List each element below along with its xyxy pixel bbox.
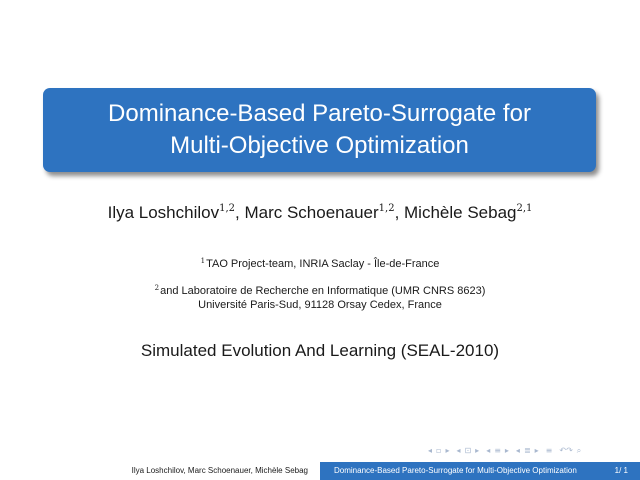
prev-frame-icon[interactable]: ▫ — [436, 446, 442, 455]
author-name: Michèle Sebag — [404, 203, 517, 222]
author-separator: , — [235, 203, 245, 222]
footer-page-number: 1/ 1 — [614, 466, 628, 475]
search-icon[interactable]: ⌕ — [576, 446, 582, 455]
author-name: Ilya Loshchilov — [107, 203, 220, 222]
affiliation-2-mark: 2 — [154, 284, 160, 292]
affiliation-1-mark: 1 — [200, 257, 206, 265]
footer-title-section — [320, 462, 640, 480]
author-affil-mark: 1,2 — [219, 203, 236, 214]
slide-icon[interactable]: ≣ — [523, 446, 531, 455]
next-slide-icon[interactable]: ▸ — [534, 446, 539, 455]
next-subsection-icon[interactable]: ▸ — [475, 446, 480, 455]
affiliation-1-text: TAO Project-team, INRIA Saclay - Île-de-France — [206, 258, 440, 270]
section-icon[interactable]: ≡ — [494, 446, 501, 455]
prev-subsection-icon[interactable]: ◂ — [456, 446, 461, 455]
affiliation-2-line-1 — [0, 284, 640, 298]
affiliation-1 — [0, 257, 640, 271]
affiliation-2-line-2: Université Paris-Sud, 91128 Orsay Cedex, France — [198, 299, 442, 311]
footer-authors: Ilya Loshchilov, Marc Schoenauer, Michèle Sebag — [0, 462, 320, 480]
title-line-1: Dominance-Based Pareto-Surrogate for — [108, 100, 531, 127]
title-line-2: Multi-Objective Optimization — [170, 132, 469, 159]
toc-icon[interactable]: ≡ — [545, 446, 553, 455]
next-frame-icon[interactable]: ▸ — [445, 446, 450, 455]
affiliation-2 — [0, 284, 640, 312]
title-box — [43, 88, 596, 172]
affiliation-2-text: and Laboratoire de Recherche en Informatique (UMR CNRS 8623) — [160, 285, 486, 297]
prev-section-icon[interactable]: ◂ — [486, 446, 491, 455]
footer-bar — [0, 462, 640, 480]
author-affil-mark: 2,1 — [516, 203, 533, 214]
conference-name: Simulated Evolution And Learning (SEAL-2010) — [140, 341, 500, 360]
authors-line — [0, 203, 640, 223]
author-separator: , — [394, 203, 405, 222]
next-section-icon[interactable]: ▸ — [504, 446, 509, 455]
subsection-icon[interactable]: ⊡ — [464, 446, 472, 455]
author-affil-mark: 1,2 — [378, 203, 395, 214]
author-name: Marc Schoenauer — [244, 203, 379, 222]
prev-slide-icon[interactable]: ◂ — [515, 446, 520, 455]
navigation-controls — [428, 446, 581, 456]
first-frame-icon[interactable]: ◂ — [428, 446, 433, 455]
footer-title: Dominance-Based Pareto-Surrogate for Multi-Objective Optimization — [334, 466, 577, 475]
back-forward-icon[interactable]: ↶↷ — [559, 446, 573, 455]
